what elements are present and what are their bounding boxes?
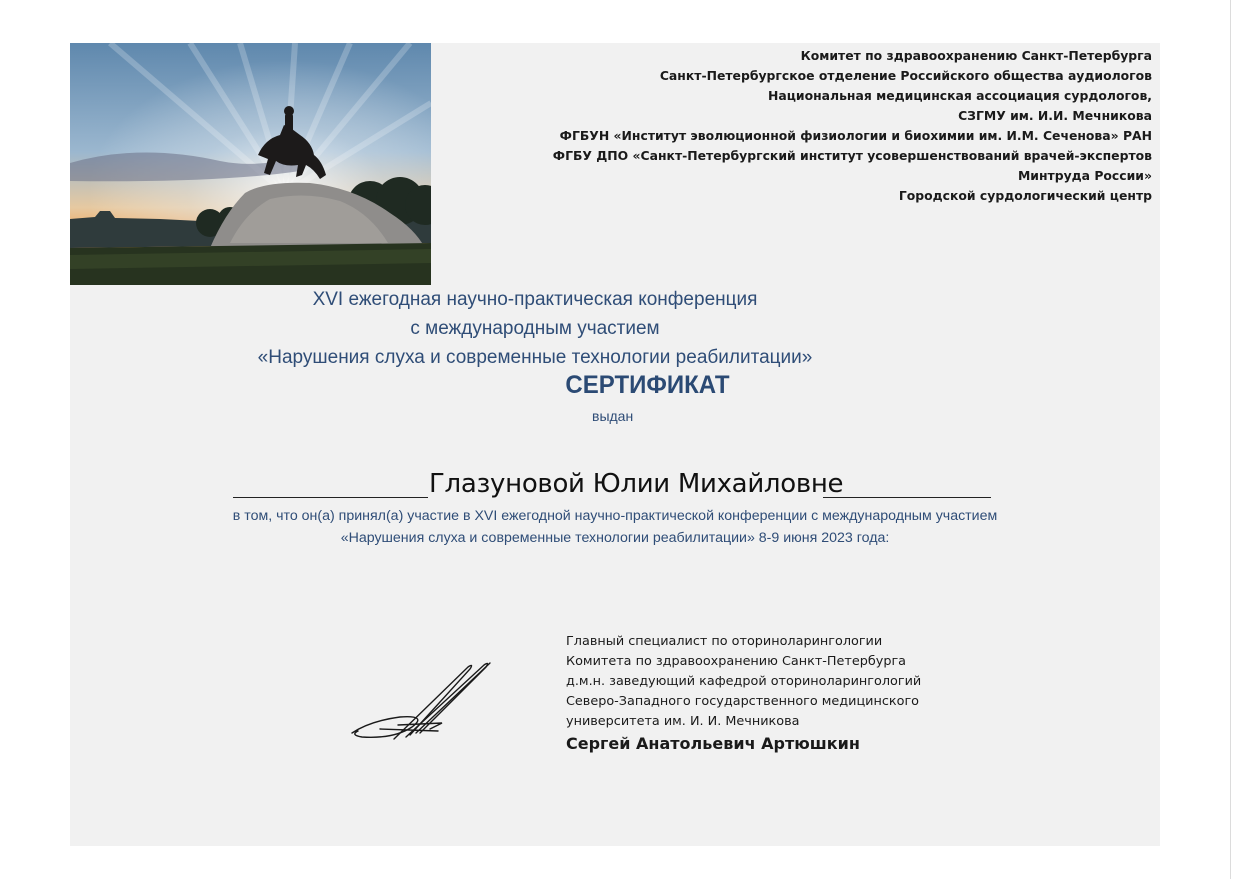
underline-right (823, 497, 991, 498)
participation-line-1: в том, что он(а) принял(а) участие в XVI ежегодной научно-практической конференции с международным участием (232, 508, 998, 524)
organizers-block (452, 46, 1152, 206)
handwritten-signature (350, 659, 500, 754)
recipient-row (233, 469, 993, 501)
participation-text (70, 505, 1160, 549)
organizer-line: Комитет по здравоохранению Санкт-Петербурга (800, 48, 1152, 63)
underline-left (233, 497, 428, 498)
signer-position-line-1: Главный специалист по оториноларингологии (566, 634, 883, 649)
signer-position-line-5: университета им. И. И. Мечникова (566, 714, 800, 729)
organizer-line: ФГБУ ДПО «Санкт-Петербургский институт усовершенствований врачей-экспертов (552, 148, 1152, 163)
bronze-horseman-photo (70, 43, 431, 285)
conference-line-1: XVI ежегодная научно-практическая конференция (312, 289, 758, 310)
organizer-line: Санкт-Петербургское отделение Российского общества аудиологов (659, 68, 1152, 83)
recipient-name: Глазуновой Юлии Михайловне (429, 469, 844, 499)
organizer-line: Городской сурдологический центр (898, 188, 1152, 203)
organizer-line: Минтруда России» (1017, 168, 1152, 183)
conference-line-3: «Нарушения слуха и современные технологии реабилитации» (257, 347, 813, 368)
signer-position-line-4: Северо-Западного государственного медицинского (566, 694, 920, 709)
certificate-title-text: СЕРТИФИКАТ (564, 371, 730, 399)
conference-line-2: с международным участием (410, 318, 660, 339)
organizer-line: ФГБУН «Институт эволюционной физиологии и биохимии им. И.М. Сеченова» РАН (559, 128, 1152, 143)
certificate-page (70, 43, 1160, 846)
signer-position-line-3: д.м.н. заведующий кафедрой оториноларингологий (566, 674, 922, 689)
organizer-line: Национальная медицинская ассоциация сурдологов, (767, 88, 1152, 103)
signer-name: Сергей Анатольевич Артюшкин (566, 734, 860, 753)
signer-position-line-2: Комитета по здравоохранению Санкт-Петербурга (566, 654, 907, 669)
issued-label: выдан (592, 408, 634, 424)
participation-line-2: «Нарушения слуха и современные технологии реабилитации» 8-9 июня 2023 года: (340, 530, 890, 546)
organizer-line: СЗГМУ им. И.И. Мечникова (958, 108, 1152, 123)
signer-block (566, 632, 921, 754)
window-right-edge (1230, 0, 1245, 879)
certificate-title (102, 371, 1192, 400)
conference-heading (70, 285, 1160, 372)
